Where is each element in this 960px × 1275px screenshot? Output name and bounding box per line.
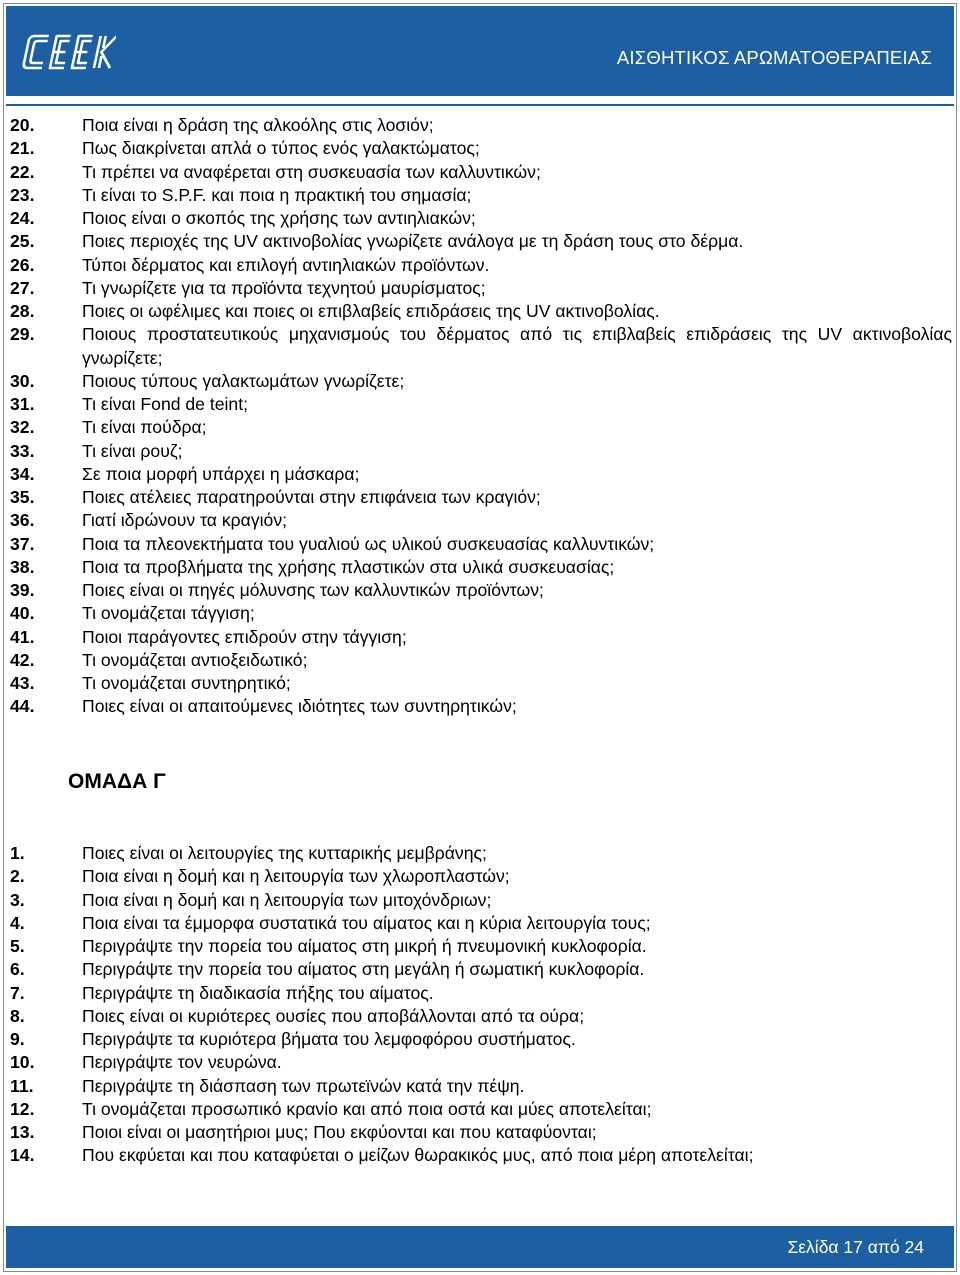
question-text: Τι ονομάζεται συντηρητικό;	[82, 673, 291, 693]
question-text: Τι είναι το S.P.F. και ποια η πρακτική του σημασία;	[82, 184, 472, 205]
header-bar	[6, 6, 954, 96]
question-item	[10, 958, 952, 981]
question-number: 37.	[10, 533, 35, 554]
question-item	[10, 1144, 952, 1167]
question-number: 42.	[10, 649, 35, 670]
question-item	[10, 137, 952, 160]
question-text: Ποιες είναι οι κυριότερες ουσίες που αποβάλλονται από τα ούρα;	[82, 1005, 585, 1026]
question-number: 13.	[10, 1122, 35, 1142]
question-item	[10, 889, 952, 912]
question-item	[10, 393, 952, 416]
question-number: 9.	[10, 1029, 25, 1049]
question-number: 14.	[10, 1145, 35, 1166]
question-text: Ποιες περιοχές της UV ακτινοβολίας γνωρίζετε ανάλογα με τη δράση τους στο δέρμα.	[82, 231, 744, 252]
question-text: Ποιες είναι οι λειτουργίες της κυτταρικής μεμβράνης;	[82, 843, 487, 863]
question-item	[10, 1098, 952, 1121]
question-item	[10, 1028, 952, 1051]
question-text: Τι ονομάζεται αντιοξειδωτικό;	[82, 649, 308, 670]
group-heading: ΟΜΑΔΑ Γ	[68, 770, 166, 793]
question-number: 3.	[10, 889, 25, 910]
question-item	[10, 463, 952, 486]
question-text: Ποιες είναι οι πηγές μόλυνσης των καλλυντικών προϊόντων;	[82, 580, 544, 600]
question-item	[10, 982, 952, 1005]
question-item	[10, 161, 952, 184]
question-number: 2.	[10, 866, 25, 887]
question-text: Πως διακρίνεται απλά ο τύπος ενός γαλακτώματος;	[82, 138, 480, 159]
question-text: Γιατί ιδρώνουν τα κραγιόν;	[82, 510, 288, 531]
question-text: Τι είναι πούδρα;	[82, 417, 207, 438]
question-number: 35.	[10, 487, 35, 507]
question-text: Περιγράψτε την πορεία του αίματος στη μεγάλη ή σωματική κυκλοφορία.	[82, 959, 645, 980]
question-number: 39.	[10, 580, 35, 600]
question-item	[10, 672, 952, 695]
question-number: 41.	[10, 626, 35, 647]
question-list-b	[10, 842, 952, 1168]
question-number: 6.	[10, 959, 25, 980]
question-number: 20.	[10, 115, 35, 135]
question-number: 7.	[10, 982, 25, 1003]
question-text: Ποιους τύπους γαλακτωμάτων γνωρίζετε;	[82, 370, 405, 391]
question-item	[10, 842, 952, 865]
question-item	[10, 579, 952, 602]
question-item	[10, 486, 952, 509]
question-text: Που εκφύεται και που καταφύεται ο μείζων θωρακικός μυς, από ποια μέρη αποτελείται;	[82, 1145, 754, 1166]
question-text: Ποιες οι ωφέλιμες και ποιες οι επιβλαβείς επιδράσεις της UV ακτινοβολίας.	[82, 301, 660, 321]
question-number: 26.	[10, 254, 35, 275]
question-text: Τι γνωρίζετε για τα προϊόντα τεχνητού μαυρίσματος;	[82, 277, 486, 298]
question-text: Ποιοι παράγοντες επιδρούν στην τάγγιση;	[82, 626, 407, 647]
question-number: 5.	[10, 936, 25, 956]
question-list-a	[10, 114, 952, 719]
question-text: Τι πρέπει να αναφέρεται στη συσκευασία των καλλυντικών;	[82, 161, 541, 182]
question-item	[10, 277, 952, 300]
question-number: 31.	[10, 394, 35, 414]
question-text: Ποια είναι τα έμμορφα συστατικά του αίματος και η κύρια λειτουργία τους;	[82, 912, 651, 933]
question-item	[10, 556, 952, 579]
question-text: Ποια τα προβλήματα της χρήσης πλαστικών στα υλικά συσκευασίας;	[82, 556, 615, 577]
question-item	[10, 230, 952, 253]
question-number: 27.	[10, 277, 35, 298]
page-number: Σελίδα 17 από 24	[787, 1237, 924, 1257]
question-item	[10, 440, 952, 463]
question-number: 33.	[10, 440, 35, 461]
question-text: Τι είναι Fond de teint;	[82, 394, 248, 414]
question-number: 38.	[10, 556, 35, 577]
question-item	[10, 533, 952, 556]
question-text: Ποιες ατέλειες παρατηρούνται στην επιφάνεια των κραγιόν;	[82, 487, 541, 507]
question-number: 1.	[10, 843, 25, 863]
footer-bar	[6, 1226, 954, 1268]
question-item	[10, 695, 952, 718]
question-number: 4.	[10, 912, 25, 933]
question-item	[10, 207, 952, 230]
question-item	[10, 509, 952, 532]
question-text: Ποια είναι η δράση της αλκοόλης στις λοσιόν;	[82, 115, 434, 135]
question-text: Ποια είναι η δομή και η λειτουργία των μιτοχόνδριων;	[82, 889, 492, 910]
question-number: 30.	[10, 370, 35, 391]
question-text: Περιγράψτε τη διάσπαση των πρωτεϊνών κατά την πέψη.	[82, 1075, 525, 1096]
question-number: 34.	[10, 463, 35, 484]
question-text: Ποια είναι η δομή και η λειτουργία των χλωροπλαστών;	[82, 866, 510, 887]
question-item	[10, 1051, 952, 1074]
question-item	[10, 649, 952, 672]
question-item	[10, 416, 952, 439]
question-text: Ποια τα πλεονεκτήματα του γυαλιού ως υλικού συσκευασίας καλλυντικών;	[82, 533, 655, 554]
question-text: Ποιες είναι οι απαιτούμενες ιδιότητες των συντηρητικών;	[82, 696, 517, 717]
question-text: Ποιους προστατευτικούς μηχανισμούς του δέρματος από τις επιβλαβείς επιδράσεις της UV ακτινοβολίας γνωρίζετε;	[82, 324, 952, 368]
question-number: 43.	[10, 673, 35, 693]
question-item	[10, 300, 952, 323]
question-item	[10, 1121, 952, 1144]
question-item	[10, 1005, 952, 1028]
question-number: 23.	[10, 184, 35, 205]
question-item	[10, 626, 952, 649]
question-text: Ποιος είναι ο σκοπός της χρήσης των αντιηλιακών;	[82, 208, 476, 228]
question-number: 12.	[10, 1098, 35, 1119]
question-text: Τύποι δέρματος και επιλογή αντιηλιακών προϊόντων.	[82, 254, 490, 275]
question-item	[10, 114, 952, 137]
question-number: 24.	[10, 208, 35, 228]
question-text: Περιγράψτε τη διαδικασία πήξης του αίματος.	[82, 982, 434, 1003]
question-number: 29.	[10, 324, 35, 345]
question-number: 8.	[10, 1005, 25, 1026]
question-text: Περιγράψτε τον νευρώνα.	[82, 1052, 282, 1073]
question-number: 25.	[10, 231, 35, 252]
question-item	[10, 254, 952, 277]
question-text: Τι είναι ρουζ;	[82, 440, 183, 461]
question-text: Τι ονομάζεται προσωπικό κρανίο και από ποια οστά και μύες αποτελείται;	[82, 1098, 652, 1119]
question-text: Περιγράψτε τα κυριότερα βήματα του λεμφοφόρου συστήματος.	[82, 1029, 576, 1049]
question-item	[10, 935, 952, 958]
question-text: Τι ονομάζεται τάγγιση;	[82, 603, 255, 624]
question-text: Περιγράψτε την πορεία του αίματος στη μικρή ή πνευμονική κυκλοφορία.	[82, 936, 647, 956]
ceek-logo	[20, 30, 116, 74]
question-number: 40.	[10, 603, 35, 624]
question-text: Σε ποια μορφή υπάρχει η μάσκαρα;	[82, 463, 360, 484]
question-item	[10, 184, 952, 207]
question-item	[10, 1075, 952, 1098]
question-item	[10, 323, 952, 370]
question-number: 32.	[10, 417, 35, 438]
question-item	[10, 865, 952, 888]
question-item	[10, 912, 952, 935]
question-number: 36.	[10, 510, 35, 531]
question-text: Ποιοι είναι οι μασητήριοι μυς; Που εκφύονται και που καταφύονται;	[82, 1122, 597, 1142]
question-number: 22.	[10, 161, 35, 182]
question-number: 28.	[10, 301, 35, 321]
question-number: 11.	[10, 1075, 34, 1096]
document-title: ΑΙΣΘΗΤΙΚΟΣ ΑΡΩΜΑΤΟΘΕΡΑΠΕΙΑΣ	[616, 47, 932, 68]
question-number: 10.	[10, 1052, 35, 1073]
question-number: 21.	[10, 138, 35, 159]
question-number: 44.	[10, 696, 35, 717]
header-divider	[6, 104, 954, 106]
question-item	[10, 370, 952, 393]
question-item	[10, 602, 952, 625]
